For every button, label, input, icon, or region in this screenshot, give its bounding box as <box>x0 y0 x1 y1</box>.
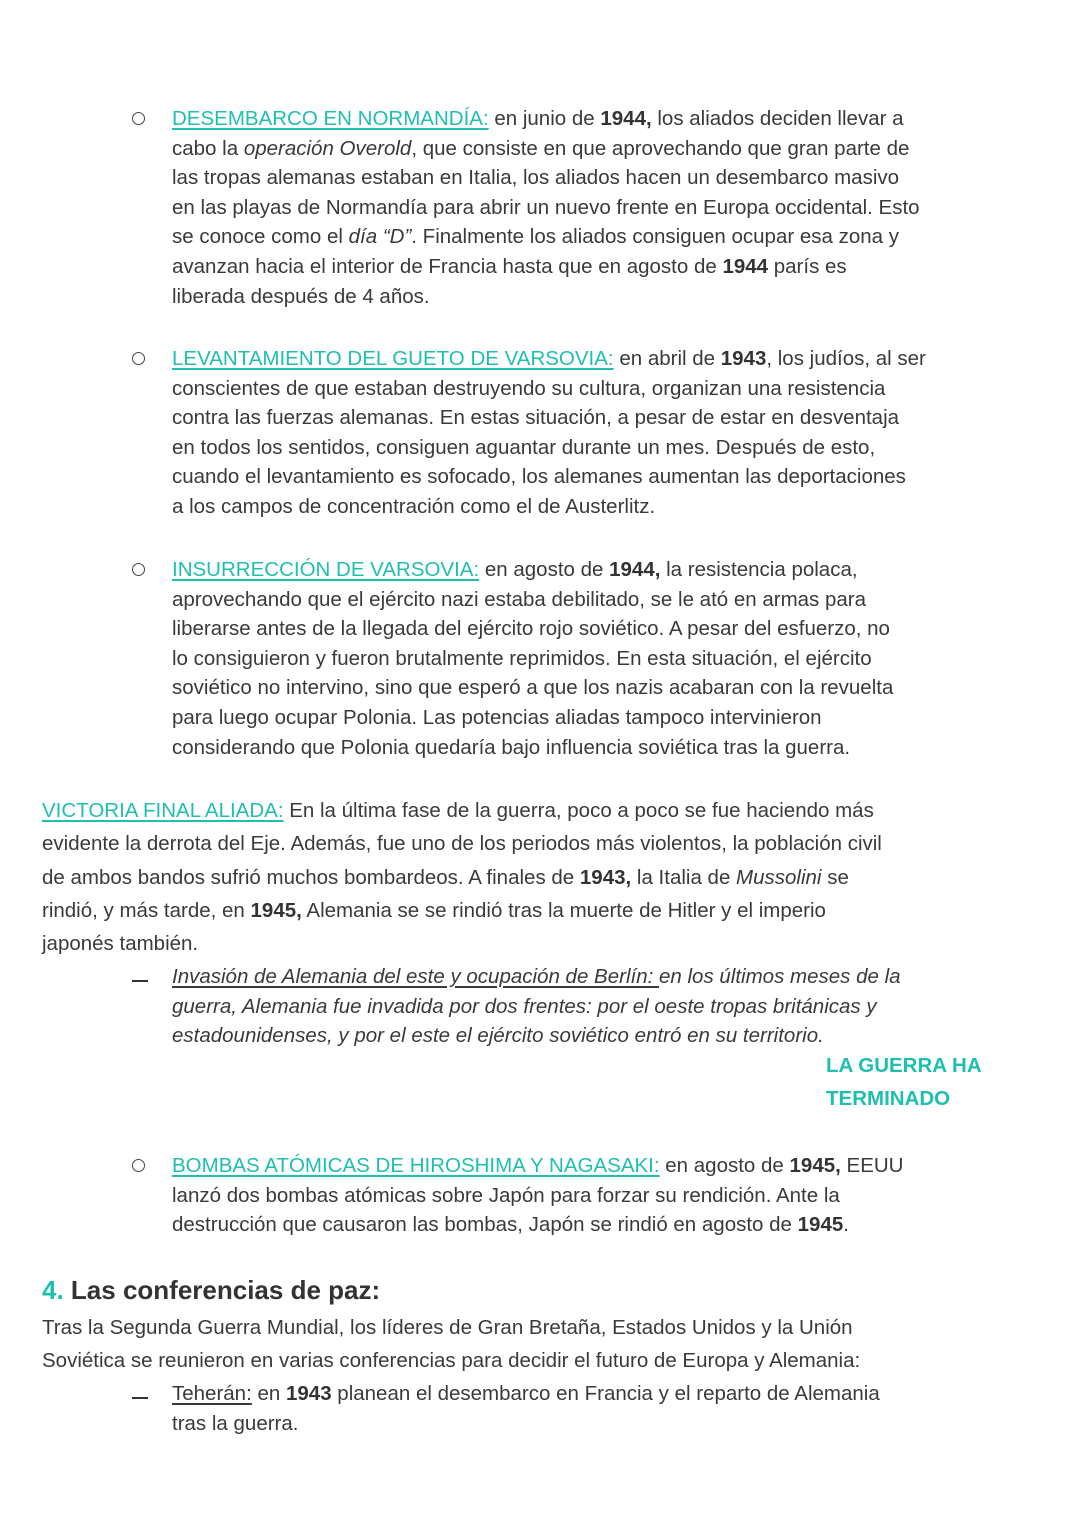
text-segment: la resistencia polaca, <box>660 558 858 581</box>
text-line <box>172 492 926 522</box>
text-segment: en los últimos meses de la <box>659 965 901 988</box>
text-line <box>172 733 893 763</box>
text-segment: TERMINADO <box>826 1087 951 1111</box>
text-segment: 1945 <box>797 1213 844 1237</box>
text-segment: en agosto de <box>659 1154 790 1177</box>
text-segment: 1943 <box>285 1382 332 1405</box>
text-segment: Mussolini <box>736 865 822 889</box>
text-line <box>826 1082 982 1115</box>
text-line <box>172 1181 903 1211</box>
text-segment: 1945, <box>789 1154 841 1177</box>
text-segment: 1944 <box>722 254 769 278</box>
section-link[interactable]: INSURRECCIÓN DE VARSOVIA: <box>172 558 480 581</box>
block-terminado <box>826 1049 982 1116</box>
text-segment: día “D” <box>348 225 412 249</box>
text-segment: se <box>821 865 849 889</box>
text-segment: . <box>843 1213 849 1237</box>
text-segment: . Finalmente los aliados consiguen ocupar esa zona y <box>411 225 900 249</box>
block-insurreccion <box>172 555 893 762</box>
text-line <box>172 1379 880 1409</box>
text-segment: en junio de <box>488 107 601 130</box>
text-line <box>172 282 920 312</box>
text-segment: Teherán: <box>172 1382 252 1405</box>
block-gueto <box>172 344 926 522</box>
text-line <box>172 1409 880 1439</box>
block-berlin <box>172 962 901 1051</box>
text-segment: evidente la derrota del Eje. Además, fue uno de los periodos más violentos, la población civil <box>42 832 882 856</box>
text-segment: en las playas de Normandía para abrir un nuevo frente en Europa occidental. Esto <box>172 195 920 219</box>
dash-bullet-icon <box>132 1379 148 1409</box>
section-title: Las conferencias de paz: <box>70 1275 381 1305</box>
circle-bullet-icon <box>132 555 145 586</box>
section-link[interactable]: BOMBAS ATÓMICAS DE HIROSHIMA Y NAGASAKI: <box>172 1154 660 1177</box>
text-segment: guerra, Alemania fue invadida por dos frentes: por el oeste tropas británicas y <box>172 994 877 1018</box>
text-segment: Soviética se reunieron en varias conferencias para decidir el futuro de Europa y Alemania: <box>42 1349 861 1373</box>
text-segment: 1944, <box>600 107 652 130</box>
text-line <box>172 992 901 1022</box>
section-number: 4. <box>42 1275 64 1305</box>
text-segment: 1944, <box>609 558 661 581</box>
text-line <box>172 344 926 374</box>
text-segment: tras la guerra. <box>172 1411 299 1435</box>
circle-bullet-icon <box>132 1151 145 1182</box>
block-normandia <box>172 104 920 311</box>
text-segment: EEUU <box>840 1154 904 1177</box>
text-line <box>172 673 893 703</box>
text-segment: lo consiguieron y fueron brutalmente reprimidos. En esta situación, el ejército <box>172 646 872 670</box>
block-bombas <box>172 1151 903 1240</box>
block-teheran <box>172 1379 880 1438</box>
text-line <box>172 374 926 404</box>
text-line <box>826 1049 982 1082</box>
text-line <box>172 585 893 615</box>
text-line <box>172 134 920 164</box>
text-line <box>42 794 882 827</box>
text-line <box>172 962 901 992</box>
dash-bullet-icon <box>132 962 148 992</box>
text-segment: cuando el levantamiento es sofocado, los alemanes aumentan las deportaciones <box>172 465 906 489</box>
text-segment: LA GUERRA HA <box>826 1054 982 1077</box>
text-segment: , que consiste en que aprovechando que gran parte de <box>411 136 910 160</box>
section-link[interactable]: VICTORIA FINAL ALIADA: <box>42 799 284 822</box>
section-heading <box>42 1272 380 1308</box>
text-segment: 1945, <box>250 898 302 922</box>
text-line <box>172 1210 903 1240</box>
text-line <box>172 1151 903 1181</box>
text-segment: Tras la Segunda Guerra Mundial, los líderes de Gran Bretaña, Estados Unidos y la Unión <box>42 1316 853 1339</box>
text-line <box>172 403 926 433</box>
section-link[interactable]: LEVANTAMIENTO DEL GUETO DE VARSOVIA: <box>172 347 614 370</box>
text-line <box>172 703 893 733</box>
section-link[interactable]: DESEMBARCO EN NORMANDÍA: <box>172 107 489 130</box>
circle-bullet-icon <box>132 104 145 135</box>
text-line <box>42 1344 860 1377</box>
text-segment: avanzan hacia el interior de Francia hasta que en agosto de <box>172 254 723 278</box>
text-segment: rindió, y más tarde, en <box>42 898 251 922</box>
text-segment: se conoce como el <box>172 225 349 249</box>
text-segment: soviético no intervino, sino que esperó a que los nazis acabaran con la revuelta <box>172 676 894 700</box>
text-segment: en todos los sentidos, consiguen aguantar durante un mes. Después de esto, <box>172 435 876 459</box>
text-line <box>42 927 882 960</box>
text-segment: Invasión de Alemania del este y ocupación de Berlín: <box>172 965 659 988</box>
text-line <box>172 462 926 492</box>
text-segment: en agosto de <box>479 558 610 581</box>
text-segment: en abril de <box>613 347 721 370</box>
text-segment: Alemania se se rindió tras la muerte de Hitler y el imperio <box>301 898 826 922</box>
text-segment: de ambos bandos sufrió muchos bombardeos. A finales de <box>42 865 580 889</box>
text-segment: destrucción que causaron las bombas, Japón se rindió en agosto de <box>172 1213 798 1237</box>
text-segment: para luego ocupar Polonia. Las potencias aliadas tampoco intervinieron <box>172 705 822 729</box>
text-line <box>172 163 920 193</box>
block-victoria <box>42 794 882 960</box>
text-line <box>172 104 920 134</box>
circle-bullet-icon <box>132 344 145 375</box>
text-segment: liberada después de 4 años. <box>172 284 430 308</box>
text-line <box>42 827 882 860</box>
text-line <box>42 1311 860 1344</box>
block-intro <box>42 1311 860 1378</box>
text-line <box>172 644 893 674</box>
text-segment: parís es <box>768 254 847 278</box>
text-segment: las tropas alemanas estaban en Italia, los aliados hacen un desembarco masivo <box>172 166 900 190</box>
text-segment: operación Overold <box>243 136 412 160</box>
text-segment: lanzó dos bombas atómicas sobre Japón para forzar su rendición. Ante la <box>172 1183 840 1207</box>
text-segment: la Italia de <box>631 865 737 889</box>
text-segment: contra las fuerzas alemanas. En estas situación, a pesar de estar en desventaja <box>172 406 900 430</box>
text-line <box>172 252 920 282</box>
text-segment: cabo la <box>172 136 244 160</box>
text-segment: en <box>251 1382 286 1405</box>
text-segment: aprovechando que el ejército nazi estaba debilitado, se le ató en armas para <box>172 587 867 611</box>
text-line <box>172 614 893 644</box>
text-segment: 1943 <box>720 347 767 370</box>
text-segment: planean el desembarco en Francia y el reparto de Alemania <box>331 1382 880 1405</box>
text-line <box>42 861 882 894</box>
text-segment: estadounidenses, y por el este el ejército soviético entró en su territorio. <box>172 1024 824 1048</box>
text-line <box>172 555 893 585</box>
text-line <box>172 433 926 463</box>
text-line <box>42 894 882 927</box>
text-segment: japonés también. <box>42 932 199 956</box>
text-segment: , los judíos, al ser <box>766 347 926 370</box>
text-segment: los aliados deciden llevar a <box>651 107 904 130</box>
text-segment: En la última fase de la guerra, poco a poco se fue haciendo más <box>283 799 874 822</box>
text-segment: considerando que Polonia quedaría bajo influencia soviética tras la guerra. <box>172 735 851 759</box>
text-segment: liberarse antes de la llegada del ejército rojo soviético. A pesar del esfuerzo, no <box>172 617 890 641</box>
text-segment: conscientes de que estaban destruyendo su cultura, organizan una resistencia <box>172 376 886 400</box>
text-line <box>172 222 920 252</box>
text-segment: 1943, <box>579 865 632 889</box>
text-line <box>172 193 920 223</box>
text-segment: a los campos de concentración como el de Austerlitz. <box>172 494 656 518</box>
text-line <box>172 1021 901 1051</box>
